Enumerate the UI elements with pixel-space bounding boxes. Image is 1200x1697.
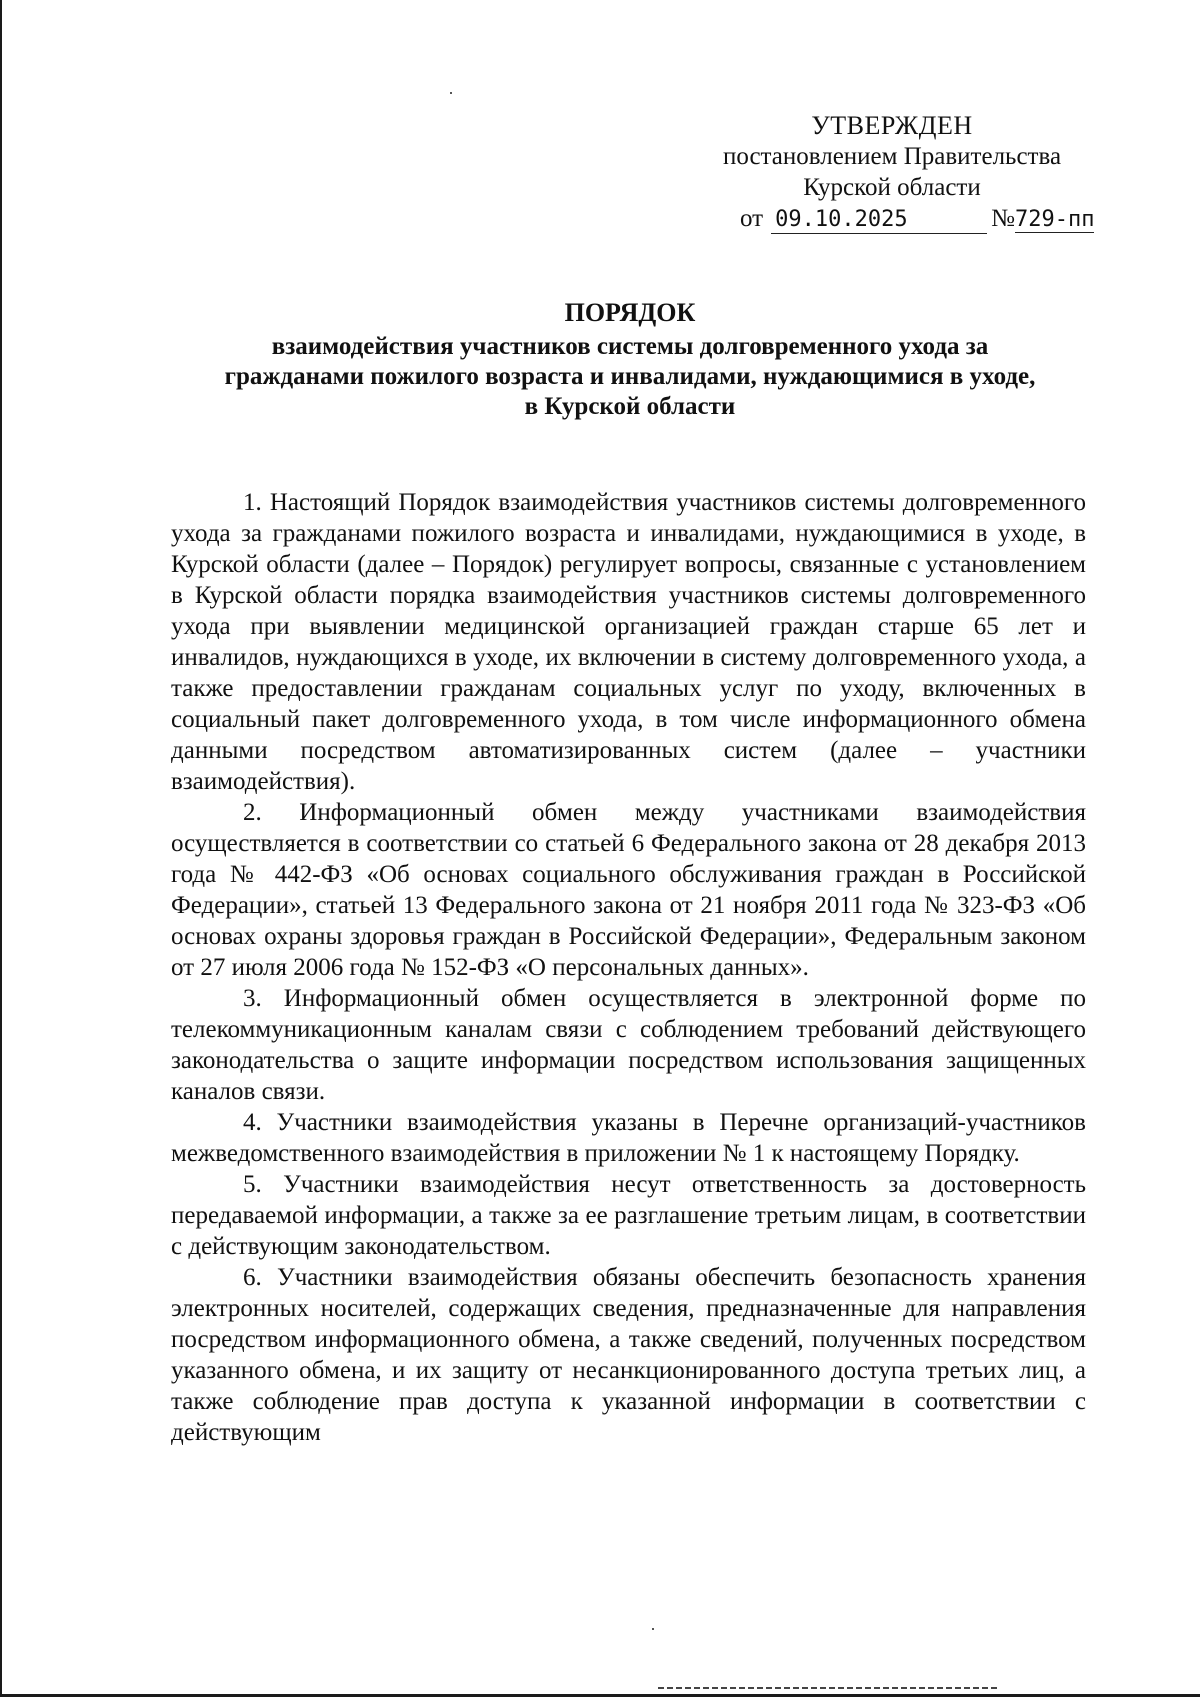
document-title: ПОРЯДОК <box>564 298 696 327</box>
approval-date: 09.10.2025 <box>771 207 987 234</box>
paragraph-4: 4. Участники взаимодействия указаны в Перечне организаций-участников межведомственного взаимодействия в приложении № 1 к настоящему Порядку. <box>171 1109 1086 1167</box>
scan-speck <box>450 92 452 94</box>
date-prefix: от <box>740 205 764 232</box>
document-subtitle-line-2: гражданами пожилого возраста и инвалидами, нуждающимися в уходе, <box>224 363 1036 390</box>
document-body <box>171 487 1086 1448</box>
paragraph-2: 2. Информационный обмен между участниками взаимодействия осуществляется в соответствии со статьей 6 Федерального закона от 28 декабря 2013 года № 442-ФЗ «Об основах социального обслуживания граждан в Российской Федерации», статьей 13 Федерального закона от 21 ноября 2011 года № 323-ФЗ «Об основах охраны здоровья граждан в Российской Федерации», Федеральным законом от 27 июля 2006 года № 152-ФЗ «О персональных данных». <box>171 799 1086 981</box>
document-subtitle-line-1: взаимодействия участников системы долговременного ухода за <box>271 333 989 360</box>
document-heading <box>160 298 1100 422</box>
number-prefix: № <box>991 205 1015 232</box>
approval-dateline <box>692 203 1095 234</box>
scan-bottom-mark <box>658 1687 998 1689</box>
approval-line-2: Курской области <box>803 174 981 201</box>
approval-line-1: постановлением Правительства <box>722 143 1062 170</box>
document-subtitle-line-3: в Курской области <box>524 393 736 420</box>
paragraph-3: 3. Информационный обмен осуществляется в электронной форме по телекоммуникационным каналам связи с соблюдением требований действующего законодательства о защите информации посредством использования защищенных каналов связи. <box>171 985 1086 1105</box>
paragraph-1: 1. Настоящий Порядок взаимодействия участников системы долговременного ухода за гражданами пожилого возраста и инвалидами, нуждающимися в уходе, в Курской области (далее – Порядок) регулирует вопросы, связанные с установлением в Курской области порядка взаимодействия участников системы долговременного ухода при выявлении медицинской организацией граждан старше 65 лет и инвалидов, нуждающихся в уходе, их включении в систему долговременного ухода, а также предоставлении гражданам социальных услуг по уходу, включенных в социальный пакет долговременного ухода, в том числе информационного обмена данными посредством автоматизированных систем (далее – участники взаимодействия). <box>171 489 1086 795</box>
paragraph-6: 6. Участники взаимодействия обязаны обеспечить безопасность хранения электронных носителей, содержащих сведения, предназначенные для направления посредством информационного обмена, а также сведений, полученных посредством указанного обмена, и их защиту от несанкционированного доступа третьих лиц, а также соблюдение прав доступа к указанной информации в соответствии с действующим <box>171 1264 1086 1446</box>
scan-speck <box>652 1628 654 1630</box>
approval-number: 729-пп <box>1014 207 1095 232</box>
paragraph-5: 5. Участники взаимодействия несут ответственность за достоверность передаваемой информации, а также за ее разглашение третьим лицам, в соответствии с действующим законодательством. <box>171 1171 1086 1260</box>
approval-title: УТВЕРЖДЕН <box>811 111 973 140</box>
approval-stamp <box>692 110 1095 234</box>
scan-left-edge <box>0 0 2 1697</box>
